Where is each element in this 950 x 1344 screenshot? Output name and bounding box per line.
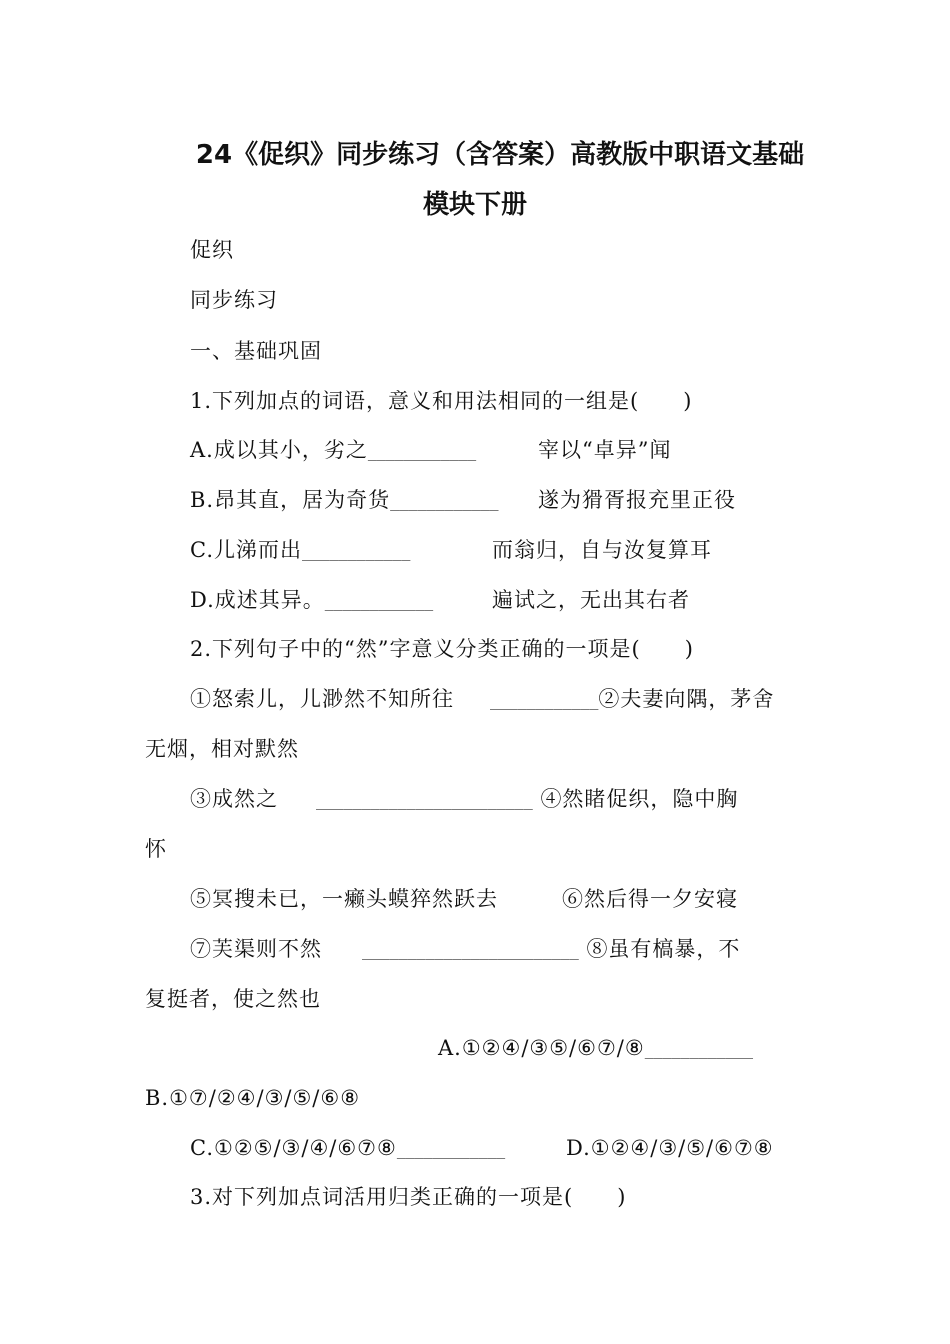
q2-sentence-4-text: ④然睹促织，隐中胸 bbox=[540, 787, 739, 811]
blank-line: ____________ bbox=[367, 443, 477, 461]
blank-line: ____________ bbox=[302, 543, 411, 561]
q1-option-d-text: D.成述其异。 bbox=[190, 588, 325, 612]
q1-option-c-right: 而翁归，自与汝复算耳 bbox=[492, 538, 712, 562]
section-basic: 一、基础巩固 bbox=[190, 339, 322, 363]
q2-sentence-1 bbox=[190, 685, 454, 713]
q2-sentence-8-cont: 复挺者，使之然也 bbox=[145, 987, 321, 1011]
q1-option-a-left bbox=[190, 436, 476, 466]
q2-sentence-7: ⑦芙渠则不然 bbox=[190, 937, 322, 961]
blank-line: ____________ bbox=[390, 493, 499, 511]
q2-sentence-4 bbox=[316, 785, 738, 815]
q2-sentence-8-text: ⑧虽有槁暴，不 bbox=[586, 937, 741, 961]
blank-line: ____________ bbox=[644, 1041, 754, 1059]
q2-sentence-6: ⑥然后得一夕安寝 bbox=[562, 887, 738, 911]
q1-option-d-right: 遍试之，无出其右者 bbox=[492, 588, 690, 612]
document-title-line-1: 24《促织》同步练习（含答案）高教版中职语文基础 bbox=[195, 140, 805, 170]
q2-sentence-4-cont: 怀 bbox=[145, 837, 167, 861]
q2-sentence-8 bbox=[362, 935, 740, 965]
q2-sentence-2 bbox=[490, 685, 774, 715]
question-1-stem: 1.下列加点的词语，意义和用法相同的一组是( ) bbox=[190, 389, 693, 413]
q2-sentence-1-text: ①怒索儿，儿渺然不知所往 bbox=[190, 687, 454, 711]
q2-option-c-text: C.①②⑤/③/④/⑥⑦⑧ bbox=[190, 1136, 397, 1160]
question-3-stem: 3.对下列加点词活用归类正确的一项是( ) bbox=[190, 1185, 627, 1209]
q1-option-c-left bbox=[190, 536, 410, 566]
heading-practice: 同步练习 bbox=[190, 288, 278, 312]
q1-option-b-right: 遂为猾胥报充里正役 bbox=[538, 488, 736, 512]
question-2-stem: 2.下列句子中的“然”字意义分类正确的一项是( ) bbox=[190, 637, 694, 661]
q2-option-a-text: A.①②④/③⑤/⑥⑦/⑧ bbox=[438, 1036, 645, 1060]
q2-sentence-3: ③成然之 bbox=[190, 787, 278, 811]
q2-option-c bbox=[190, 1134, 505, 1164]
q1-option-b-left bbox=[190, 486, 498, 516]
q2-option-d: D.①②④/③/⑤/⑥⑦⑧ bbox=[566, 1136, 774, 1160]
heading-cuzhi: 促织 bbox=[190, 238, 234, 262]
q2-sentence-2-cont: 无烟，相对默然 bbox=[145, 737, 299, 761]
blank-line: ____________ bbox=[396, 1141, 506, 1159]
q2-sentence-5: ⑤冥搜未已，一癞头蟆猝然跃去 bbox=[190, 887, 498, 911]
q1-option-a-right: 宰以“卓异”闻 bbox=[538, 438, 672, 462]
blank-line: ____________ bbox=[490, 692, 599, 710]
q2-option-a bbox=[438, 1034, 753, 1064]
q1-option-d-left bbox=[190, 586, 433, 616]
q2-option-b: B.①⑦/②④/③/⑤/⑥⑧ bbox=[145, 1086, 361, 1110]
document-title-line-2: 模块下册 bbox=[422, 190, 527, 220]
blank-line: ____________ bbox=[324, 593, 434, 611]
blank-line: ________________________ bbox=[362, 942, 579, 960]
q1-option-c-text: C.儿涕而出 bbox=[190, 538, 302, 562]
q1-option-a-text: A.成以其小，劣之 bbox=[190, 438, 368, 462]
q1-option-b-text: B.昂其直，居为奇货 bbox=[190, 488, 391, 512]
blank-line: ________________________ bbox=[316, 792, 533, 810]
q2-sentence-2-text: ②夫妻向隅，茅舍 bbox=[598, 687, 775, 711]
